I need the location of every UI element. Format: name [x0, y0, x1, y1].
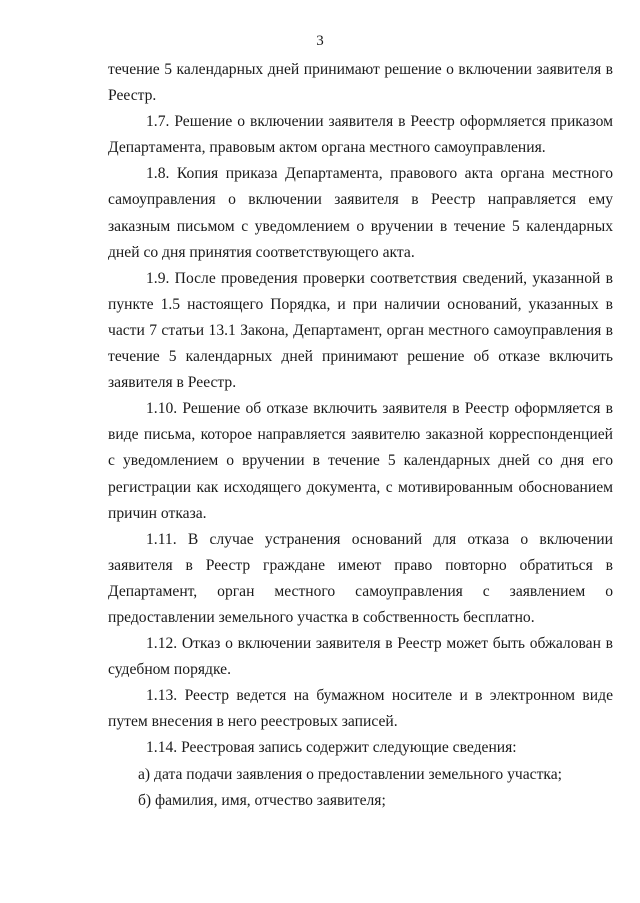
paragraph-p1-7: 1.7. Решение о включении заявителя в Реестр оформляется приказом Департамента, правовым актом органа местного самоуправления.: [108, 113, 613, 157]
paragraph-p1-14: 1.14. Реестровая запись содержит следующие сведения:: [146, 739, 517, 757]
paragraph-p1-8: 1.8. Копия приказа Департамента, правового акта органа местного самоуправления о включении заявителя в Реестр направляется ему заказным письмом с уведомлением о вручении в течение 5 календарных дней со дня принятия соответствующего акта.: [108, 165, 613, 261]
paragraph-p1-13: 1.13. Реестр ведется на бумажном носителе и в электронном виде путем внесения в него реестровых записей.: [108, 687, 613, 731]
page-number: 3: [316, 33, 324, 49]
paragraph-item-b: б) фамилия, имя, отчество заявителя;: [138, 791, 386, 809]
paragraph-p1-9: 1.9. После проведения проверки соответствия сведений, указанной в пункте 1.5 настоящего Порядка, и при наличии оснований, указанных в части 7 статьи 13.1 Закона, Департамент, орган местного самоуправления в течение 5 календарных дней принимают решение об отказе включить заявителя в Реестр.: [108, 269, 613, 392]
paragraph-p1-12: 1.12. Отказ о включении заявителя в Реестр может быть обжалован в судебном порядке.: [108, 635, 613, 679]
document-body: [108, 57, 613, 814]
paragraph-p1-10: 1.10. Решение об отказе включить заявителя в Реестр оформляется в виде письма, которое направляется заявителю заказной корреспонденцией с уведомлением о вручении в течение 5 календарных дней со дня его регистрации как исходящего документа, с мотивированным обоснованием причин отказа.: [108, 400, 613, 522]
paragraph-cont: течение 5 календарных дней принимают решение о включении заявителя в Реестр.: [108, 61, 613, 105]
paragraph-p1-11: 1.11. В случае устранения оснований для отказа о включении заявителя в Реестр граждане имеют право повторно обратиться в Департамент, орган местного самоуправления с заявлением о предоставлении земельного участка в собственность бесплатно.: [108, 530, 613, 626]
paragraph-item-a: а) дата подачи заявления о предоставлении земельного участка;: [138, 765, 562, 783]
